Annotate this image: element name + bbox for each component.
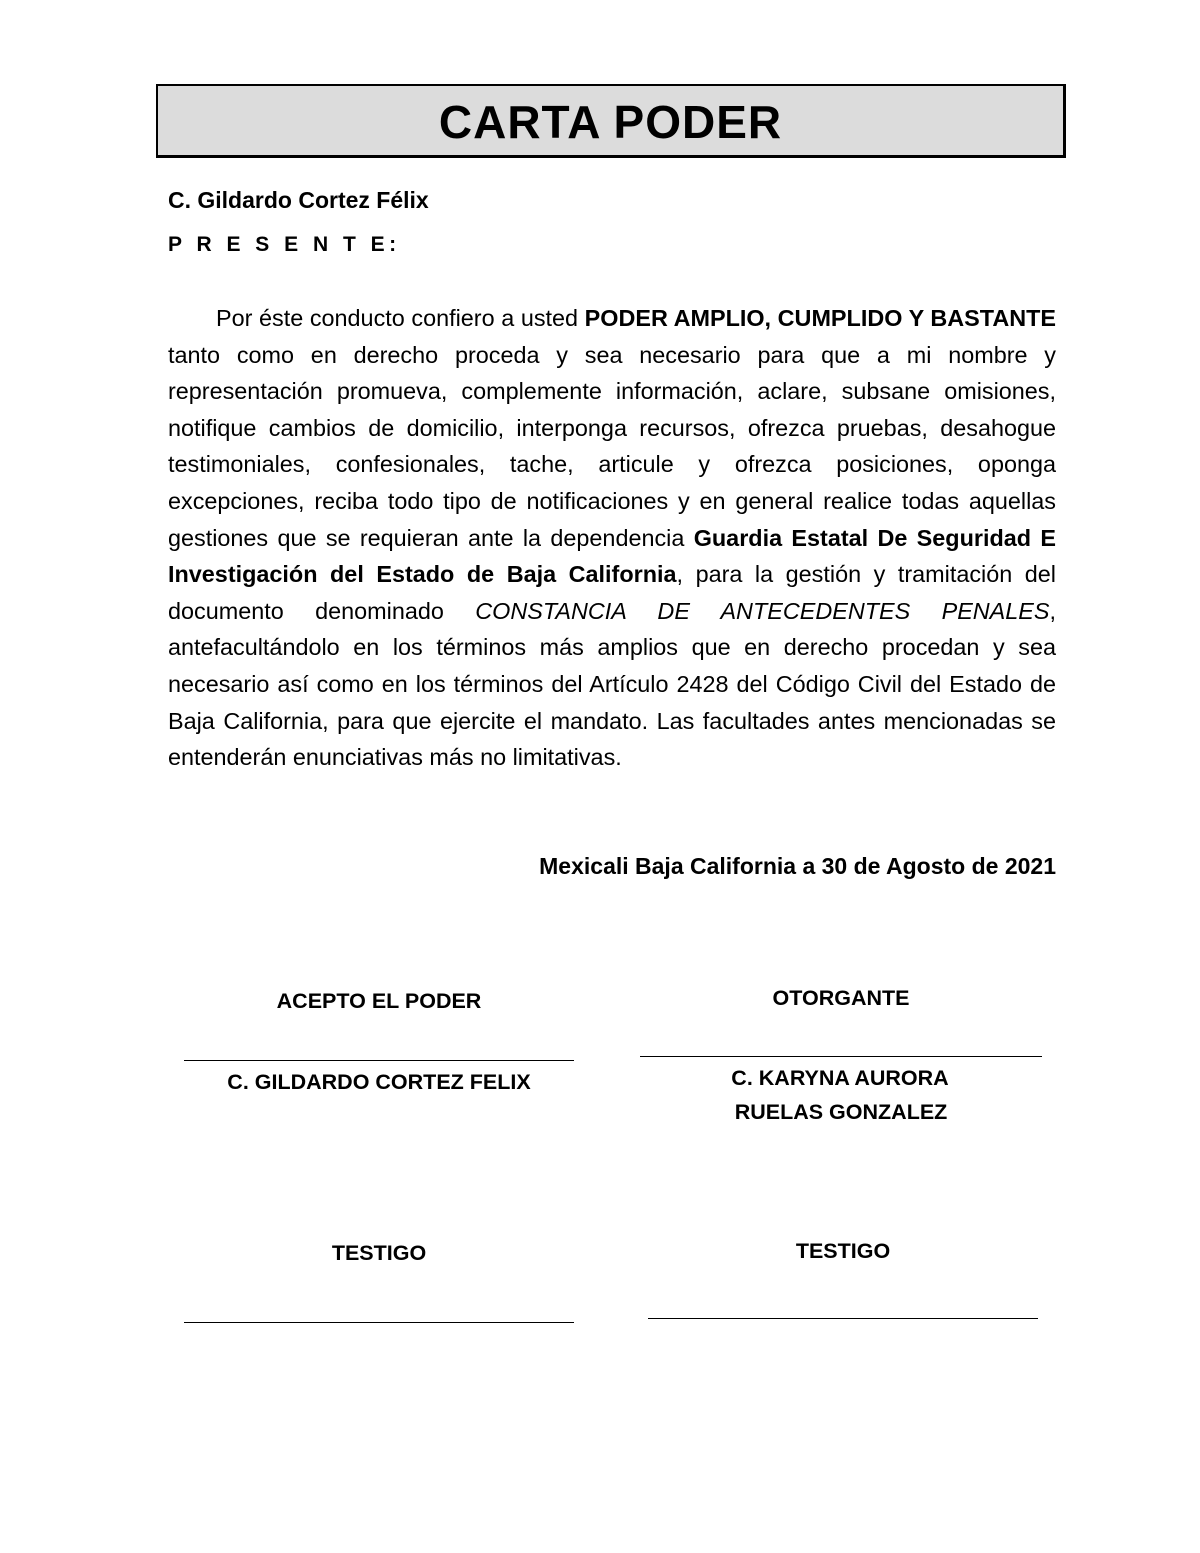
signature-line-witness-right (648, 1318, 1038, 1319)
signature-line-grantor (640, 1056, 1042, 1057)
body-agency: Guardia Estatal De Seguridad E Investigación del Estado de Baja California (168, 524, 1056, 588)
body-segment-1: Por éste conducto confiero a usted (216, 305, 585, 331)
body-segment-5: , para la gestión y tramitación del documento denominado (168, 561, 1056, 624)
signature-block-witness-left (184, 1238, 574, 1323)
signature-line-accept (184, 1060, 574, 1061)
place-date: Mexicali Baja California a 30 de Agosto de 2021 (539, 853, 1056, 879)
title-box (156, 84, 1066, 158)
body-segment-3: tanto como en derecho proceda y sea necesario para que a mi nombre y representación promueva, complemente información, aclare, subsane omisiones, notifique cambios de domicilio, interponga recursos, ofrezca pruebas, desahogue testimoniales, confesionales, tache, articule y ofrezca posiciones, oponga excepciones, reciba todo tipo de notificaciones y en general realice todas aquellas gestiones que se requieran ante la dependencia (168, 341, 1056, 551)
grantor-name-line2: RUELAS GONZALEZ (734, 1100, 948, 1124)
accept-name: C. GILDARDO CORTEZ FELIX (227, 1070, 531, 1094)
grantor-name-line1: C. KARYNA AURORA (731, 1066, 949, 1090)
signature-line-witness-left (184, 1322, 574, 1323)
signature-block-witness-right (648, 1236, 1038, 1319)
document-title: CARTA PODER (438, 95, 783, 148)
salutation: P R E S E N T E: (168, 233, 401, 256)
signature-block-accept (184, 986, 574, 1099)
body-power-type: PODER AMPLIO, CUMPLIDO Y BASTANTE (584, 305, 1057, 331)
accept-label: ACEPTO EL PODER (276, 989, 482, 1013)
witness-right-label: TESTIGO (795, 1239, 891, 1263)
body-document-name: CONSTANCIA DE ANTECEDENTES PENALES (475, 597, 1050, 624)
body-segment-7: , antefacultándolo en los términos más amplios que en derecho procedan y sea necesario así como en los términos del Artículo 2428 del Código Civil del Estado de Baja California, para que ejercite el mandato. Las facultades antes mencionadas se entenderán enunciativas más no limitativas. (168, 597, 1056, 771)
signature-block-grantor (640, 983, 1042, 1129)
recipient-name: C. Gildardo Cortez Félix (168, 187, 429, 213)
grantor-label: OTORGANTE (772, 986, 910, 1010)
witness-left-label: TESTIGO (331, 1241, 427, 1265)
body-paragraph (168, 300, 1056, 776)
